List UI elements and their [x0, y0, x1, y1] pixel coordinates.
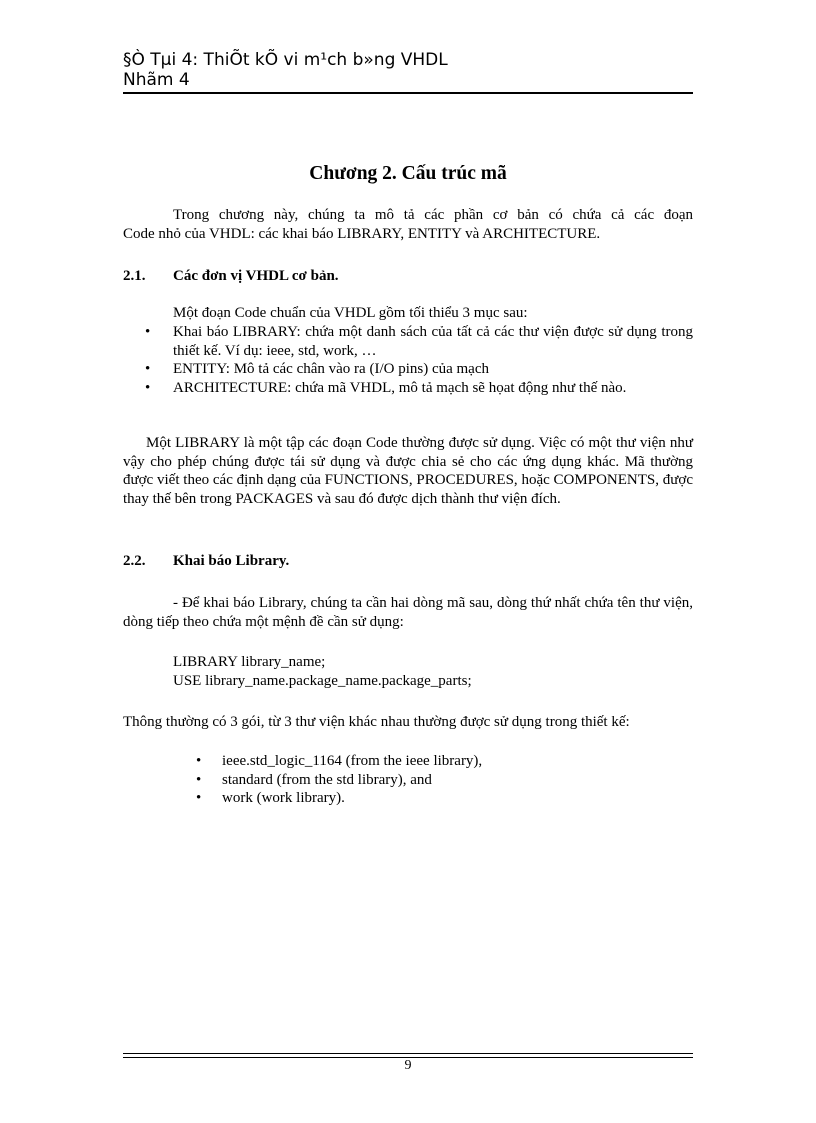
bullet-icon: •	[145, 361, 151, 377]
chapter-title: Chương 2. Cấu trúc mã	[309, 163, 507, 184]
code-line: USE library_name.package_name.package_parts;	[173, 672, 472, 689]
section-heading-2-1	[123, 267, 339, 286]
section-number: 2.2.	[123, 553, 146, 569]
list-item	[145, 360, 693, 379]
bullet-icon: •	[145, 324, 151, 340]
list-item	[196, 771, 482, 790]
bullet-icon: •	[196, 771, 202, 788]
library-declaration-paragraph: - Để khai báo Library, chúng ta cần hai dòng mã sau, dòng thứ nhất chứa tên thư viện, dòng tiếp theo chứa một mệnh đề cần sử dụng:	[123, 595, 693, 630]
common-packages-paragraph: Thông thường có 3 gói, từ 3 thư viện khác nhau thường được sử dụng trong thiết kế:	[123, 714, 630, 730]
library-paragraph: Một LIBRARY là một tập các đoạn Code thường được sử dụng. Việc có một thư viện như vậy cho phép chúng được tái sử dụng và được chia sẻ cho các ứng dụng khác. Mã thường được viết theo các định dạng của FUNCTIONS, PROCEDURES, hoặc COMPONENTS, được thay thế bên trong PACKAGES và sau đó được dịch thành thư viện đích.	[123, 435, 693, 507]
list-item	[196, 789, 482, 808]
list-item-text: ENTITY: Mô tả các chân vào ra (I/O pins) của mạch	[173, 361, 489, 377]
header-group: Nhãm 4	[123, 70, 190, 90]
list-item	[145, 379, 693, 398]
section-heading-2-2	[123, 552, 289, 571]
page-header	[123, 50, 693, 90]
section-lead: Một đoạn Code chuẩn của VHDL gồm tối thiểu 3 mục sau:	[173, 305, 528, 321]
code-snippet	[173, 653, 472, 690]
bullet-icon: •	[196, 753, 202, 769]
intro-line-1: Trong chương này, chúng ta mô tả các phần cơ bản có chứa cả các đoạn	[173, 207, 693, 223]
list-item	[145, 323, 693, 360]
page-number: 9	[404, 1058, 412, 1073]
list-item-text: ARCHITECTURE: chứa mã VHDL, mô tả mạch sẽ họat động như thế nào.	[173, 379, 627, 396]
header-divider	[123, 92, 693, 94]
bullet-icon: •	[145, 379, 151, 396]
list-item-text: ieee.std_logic_1164 (from the ieee library),	[222, 753, 483, 769]
unit-bullet-list	[145, 323, 693, 397]
list-item-text: work (work library).	[222, 790, 345, 806]
section-title: Các đơn vị VHDL cơ bản.	[173, 268, 339, 284]
intro-paragraph	[123, 206, 693, 243]
code-line: LIBRARY library_name;	[173, 654, 326, 670]
section-number: 2.1.	[123, 268, 146, 284]
library-bullet-list	[196, 752, 482, 808]
intro-line-2: Code nhỏ của VHDL: các khai báo LIBRARY, ENTITY và ARCHITECTURE.	[123, 225, 601, 242]
bullet-icon: •	[196, 790, 202, 806]
header-title: §Ò Tµi 4: ThiÕt kÕ vi m¹ch b»ng VHDL	[123, 50, 448, 70]
list-item	[196, 752, 482, 771]
list-item-text: Khai báo LIBRARY: chứa một danh sách của tất cả các thư viện được sử dụng trong thiết kế. Ví dụ: ieee, std, work, …	[173, 324, 693, 359]
section-title: Khai báo Library.	[173, 553, 290, 569]
list-item-text: standard (from the std library), and	[222, 771, 432, 788]
